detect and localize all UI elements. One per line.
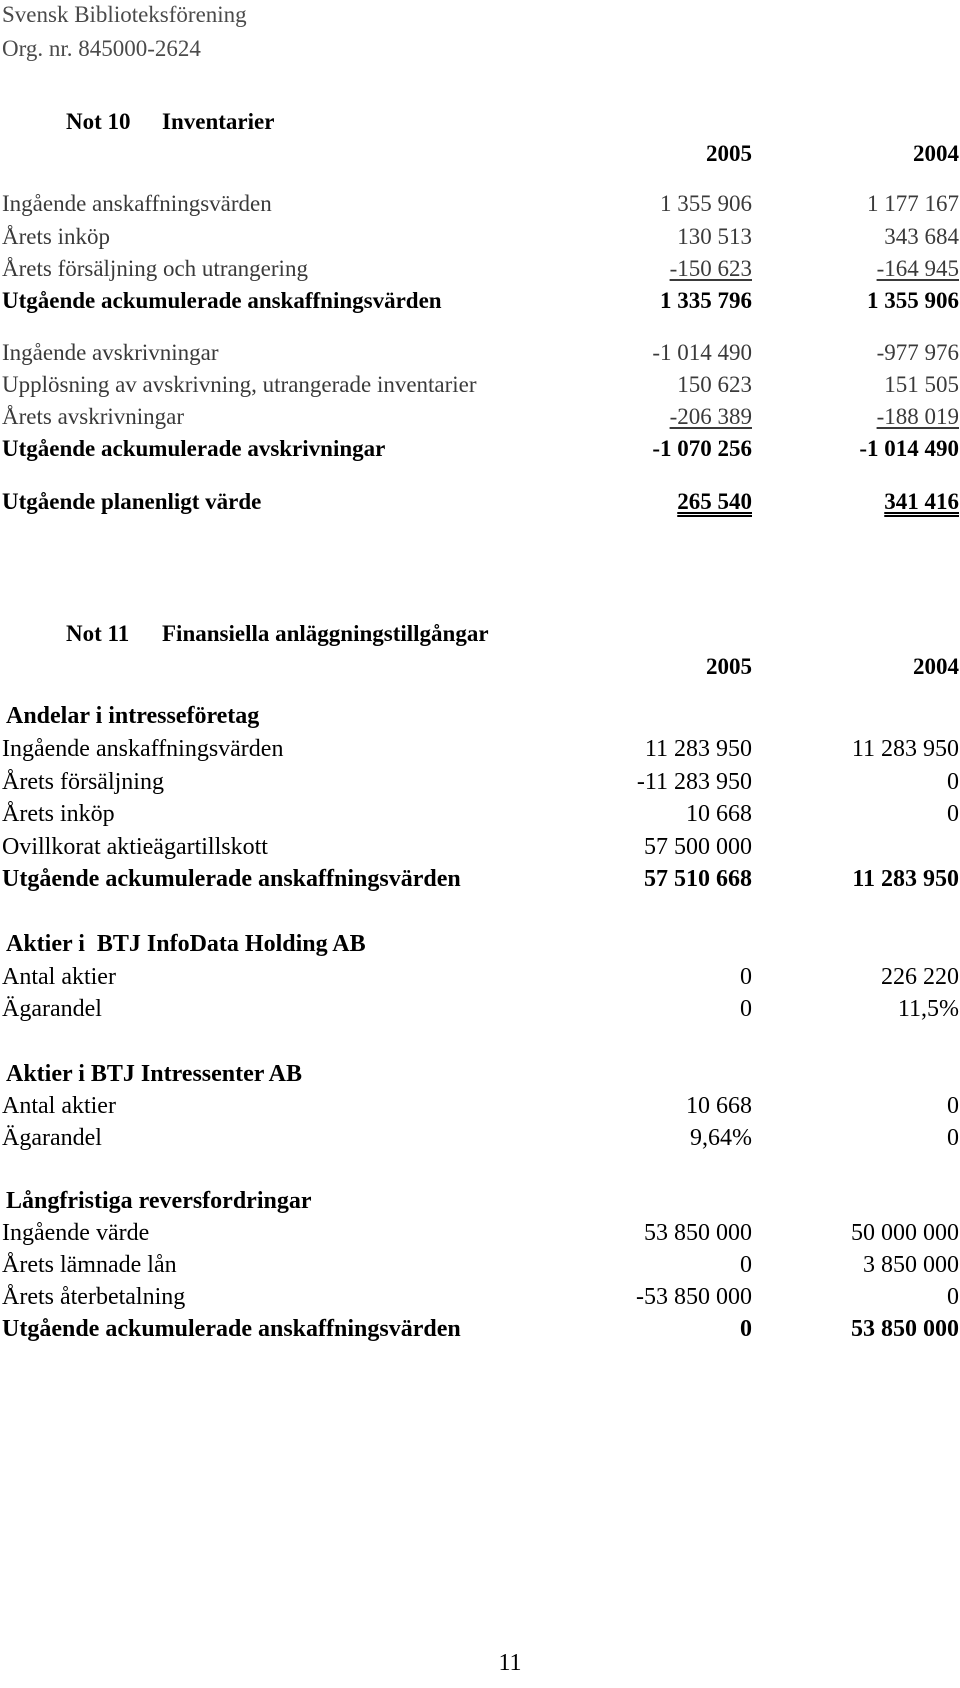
table-row xyxy=(2,996,959,1028)
value-2004: 0 xyxy=(947,1125,959,1151)
table-row xyxy=(2,191,959,223)
value-2005: 10 668 xyxy=(686,801,752,827)
row-label: Ovillkorat aktieägartillskott xyxy=(2,834,268,860)
value-2005: 57 500 000 xyxy=(644,834,752,860)
value-2005: 53 850 000 xyxy=(644,1220,752,1246)
row-label: Ägarandel xyxy=(2,996,102,1022)
value-2005: 1 335 796 xyxy=(660,288,752,313)
year-2005: 2005 xyxy=(706,654,752,679)
row-label: Utgående ackumulerade anskaffningsvärden xyxy=(2,866,461,892)
value-2004: 343 684 xyxy=(884,224,959,249)
row-label: Årets återbetalning xyxy=(2,1284,186,1310)
value-2005: -1 070 256 xyxy=(652,436,752,461)
value-2004: 1 177 167 xyxy=(867,191,959,216)
value-2004: 50 000 000 xyxy=(851,1220,959,1246)
table-row xyxy=(2,340,959,372)
table-row-total xyxy=(2,288,959,320)
value-2005: -11 283 950 xyxy=(636,769,752,795)
note-10-number: Not 10 xyxy=(66,109,131,134)
value-2004: 53 850 000 xyxy=(851,1316,959,1342)
table-row xyxy=(2,1220,959,1252)
value-2005: -53 850 000 xyxy=(636,1284,752,1310)
note-11-heading: Finansiella anläggningstillgångar xyxy=(162,621,489,646)
value-2005: 0 xyxy=(740,996,752,1022)
row-label: Årets avskrivningar xyxy=(2,404,185,429)
row-label: Utgående planenligt värde xyxy=(2,489,262,514)
value-2004: 0 xyxy=(947,769,959,795)
value-2005: -206 389 xyxy=(669,404,752,429)
table-row xyxy=(2,1125,959,1157)
table-row xyxy=(2,1093,959,1125)
year-2004: 2004 xyxy=(913,141,959,166)
section-heading: Långfristiga reversfordringar xyxy=(6,1188,312,1214)
row-label: Antal aktier xyxy=(2,1093,116,1119)
section-heading: Aktier i BTJ InfoData Holding AB xyxy=(6,931,366,957)
row-label: Årets lämnade lån xyxy=(2,1252,177,1278)
row-label: Årets inköp xyxy=(2,801,115,827)
value-2004: -977 976 xyxy=(876,340,959,365)
table-row xyxy=(2,834,959,866)
table-row xyxy=(2,372,959,404)
value-2004: -188 019 xyxy=(876,404,959,429)
value-2005: -150 623 xyxy=(669,256,752,281)
row-label: Upplösning av avskrivning, utrangerade inventarier xyxy=(2,372,477,397)
page-number: 11 xyxy=(498,1650,522,1676)
value-2004: 1 355 906 xyxy=(867,288,959,313)
note-11-year-header xyxy=(2,654,959,686)
value-2005: 1 355 906 xyxy=(660,191,752,216)
value-2005: 0 xyxy=(740,1316,752,1342)
value-2005: 130 513 xyxy=(677,224,752,249)
organization-name: Svensk Biblioteksförening xyxy=(2,2,247,27)
row-label: Årets inköp xyxy=(2,224,110,249)
organization-number: Org. nr. 845000-2624 xyxy=(2,36,201,61)
table-row xyxy=(2,224,959,256)
table-row xyxy=(2,256,959,288)
table-row-total xyxy=(2,866,959,898)
value-2004: 341 416 xyxy=(884,489,959,514)
table-row xyxy=(2,736,959,768)
row-label: Utgående ackumulerade avskrivningar xyxy=(2,436,386,461)
value-2004: 11 283 950 xyxy=(852,866,959,892)
value-2004: -164 945 xyxy=(876,256,959,281)
value-2005: -1 014 490 xyxy=(652,340,752,365)
value-2005: 57 510 668 xyxy=(644,866,752,892)
section-heading: Aktier i BTJ Intressenter AB xyxy=(6,1061,303,1087)
value-2004: 11,5% xyxy=(897,996,959,1022)
value-2005: 265 540 xyxy=(677,489,752,514)
value-2004: 3 850 000 xyxy=(863,1252,959,1278)
table-row-total xyxy=(2,1316,959,1348)
value-2004: -1 014 490 xyxy=(859,436,959,461)
table-row xyxy=(2,1252,959,1284)
table-row xyxy=(2,801,959,833)
value-2005: 10 668 xyxy=(686,1093,752,1119)
table-row xyxy=(2,404,959,436)
row-label: Årets försäljning och utrangering xyxy=(2,256,308,281)
row-label: Ingående avskrivningar xyxy=(2,340,219,365)
note-10-year-header xyxy=(2,141,959,173)
year-2004: 2004 xyxy=(913,654,959,679)
value-2004: 151 505 xyxy=(884,372,959,397)
note-10-title xyxy=(66,109,274,135)
row-label: Utgående ackumulerade anskaffningsvärden xyxy=(2,288,442,313)
value-2004: 0 xyxy=(947,801,959,827)
table-row-grand-total xyxy=(2,489,959,521)
table-row-total xyxy=(2,436,959,468)
value-2004: 0 xyxy=(947,1093,959,1119)
note-11-number: Not 11 xyxy=(66,621,130,646)
table-row xyxy=(2,964,959,996)
note-10-heading: Inventarier xyxy=(162,109,275,134)
value-2005: 0 xyxy=(740,1252,752,1278)
row-label: Utgående ackumulerade anskaffningsvärden xyxy=(2,1316,461,1342)
row-label: Ingående värde xyxy=(2,1220,150,1246)
note-11-title xyxy=(66,621,489,647)
value-2005: 150 623 xyxy=(677,372,752,397)
section-heading: Andelar i intresseföretag xyxy=(6,703,260,729)
value-2004: 226 220 xyxy=(881,964,959,990)
year-2005: 2005 xyxy=(706,141,752,166)
value-2005: 11 283 950 xyxy=(644,736,752,762)
row-label: Antal aktier xyxy=(2,964,116,990)
value-2005: 0 xyxy=(740,964,752,990)
row-label: Årets försäljning xyxy=(2,769,164,795)
row-label: Ingående anskaffningsvärden xyxy=(2,191,272,216)
document-header xyxy=(2,0,247,66)
value-2005: 9,64% xyxy=(690,1125,752,1151)
value-2004: 11 283 950 xyxy=(851,736,959,762)
row-label: Ingående anskaffningsvärden xyxy=(2,736,284,762)
value-2004: 0 xyxy=(947,1284,959,1310)
table-row xyxy=(2,1284,959,1316)
table-row xyxy=(2,769,959,801)
row-label: Ägarandel xyxy=(2,1125,102,1151)
